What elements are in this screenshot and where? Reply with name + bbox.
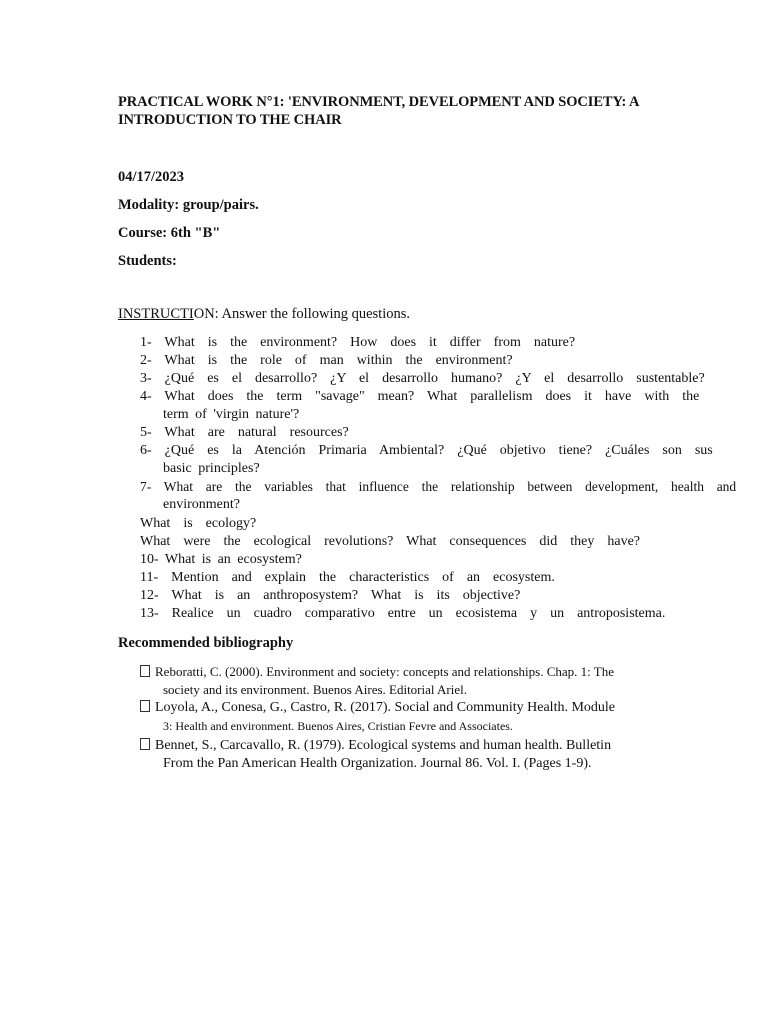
bibliography-item-3-text: Bennet, S., Carcavallo, R. (1979). Ecological systems and human health. Bulletin (155, 738, 612, 753)
title-line-2: INTRODUCTION TO THE CHAIR (118, 112, 342, 128)
question-1: 1- What is the environment? How does it differ from nature? (140, 335, 576, 350)
question-5: 5- What are natural resources? (140, 425, 349, 440)
bibliography-item-1-line-2: society and its environment. Buenos Aires. Editorial Ariel. (163, 682, 468, 697)
question-9: What were the ecological revolutions? What consequences did they have? (140, 534, 641, 549)
bibliography-item-3-line-1 (140, 737, 611, 755)
date: 04/17/2023 (118, 169, 185, 185)
question-3: 3- ¿Qué es el desarrollo? ¿Y el desarrollo humano? ¿Y el desarrollo sustentable? (140, 371, 705, 386)
instruction-label-underlined: INSTRUCTI (118, 306, 194, 322)
bibliography-title: Recommended bibliography (118, 635, 294, 651)
question-13: 13- Realice un cuadro comparativo entre un ecosistema y un antroposistema. (140, 606, 666, 621)
question-4-line-1: 4- What does the term "savage" mean? What parallelism does it have with the (140, 389, 700, 404)
bibliography-item-1-text: Reboratti, C. (2000). Environment and society: concepts and relationships. Chap. 1: The (155, 664, 614, 679)
bibliography-item-3-line-2: From the Pan American Health Organization. Journal 86. Vol. I. (Pages 1-9). (163, 756, 592, 771)
question-11: 11- Mention and explain the characteristics of an ecosystem. (140, 570, 555, 585)
question-6-line-1: 6- ¿Qué es la Atención Primaria Ambiental? ¿Qué objetivo tiene? ¿Cuáles son sus (140, 443, 713, 458)
question-6-line-2: basic principles? (163, 461, 260, 476)
instruction-label-rest: ON: Answer the following questions. (193, 306, 411, 322)
bibliography-item-2-text: Loyola, A., Conesa, G., Castro, R. (2017). Social and Community Health. Module (155, 700, 616, 715)
course: Course: 6th "B" (118, 225, 221, 241)
question-7-line-1: 7- What are the variables that influence the relationship between development, health and (140, 479, 737, 494)
title-line-1: PRACTICAL WORK N°1: 'ENVIRONMENT, DEVELOPMENT AND SOCIETY: A (118, 94, 640, 110)
bibliography-item-2-line-2: 3: Health and environment. Buenos Aires, Cristian Fevre and Associates. (163, 719, 513, 733)
checkbox-icon (140, 700, 150, 712)
bibliography-item-1-line-1 (140, 663, 614, 681)
modality: Modality: group/pairs. (118, 197, 259, 213)
students-label: Students: (118, 253, 177, 269)
question-4-line-2: term of 'virgin nature'? (163, 407, 300, 422)
checkbox-icon (140, 738, 150, 750)
question-12: 12- What is an anthroposystem? What is its objective? (140, 588, 521, 603)
page-title (118, 93, 718, 129)
question-8: What is ecology? (140, 516, 257, 531)
question-7-line-2: environment? (163, 497, 240, 512)
instruction (118, 305, 410, 323)
checkbox-icon (140, 665, 150, 677)
question-10: 10- What is an ecosystem? (140, 552, 302, 567)
bibliography-item-2-line-1 (140, 699, 615, 717)
question-2: 2- What is the role of man within the environment? (140, 353, 513, 368)
